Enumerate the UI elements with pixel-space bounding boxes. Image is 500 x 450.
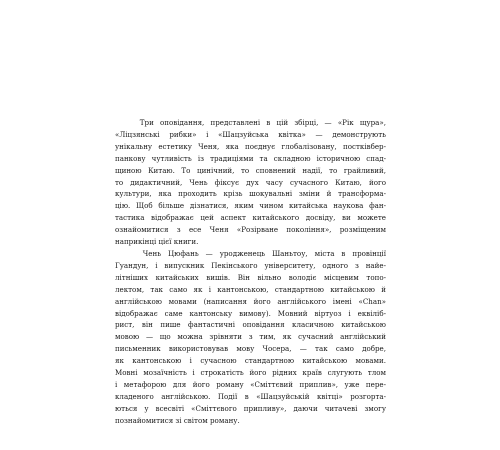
- text-line: познайомитися зі світом роману.: [115, 415, 240, 425]
- text-line: Три оповідання, представлені в цій збірці, — «Рік щура»,: [115, 118, 386, 127]
- text-line: літніших китайських вишів. Він вільно володіє місцевим топо-: [115, 272, 386, 282]
- text-line: культури, яка проходить крізь шокувальні зміни й трансформа-: [115, 189, 386, 199]
- text-line: Чень Цюфань — уродженець Шаньтоу, міста в провінції: [115, 248, 386, 258]
- text-line: ознайомитися з есе Ченя «Розірване покоління», розміщеним: [115, 225, 386, 235]
- text-line: щиною Китаю. То цинічний, то сповнений надії, то грайливий,: [115, 165, 386, 175]
- text-line: тастика відображає цей аспект китайського досвіду, ви можете: [115, 213, 386, 223]
- text-line: «Ліцзянські рибки» і «Шацзуйська квітка» — демонструють: [115, 129, 386, 139]
- text-line: цію. Щоб більше дізнатися, яким чином китайська наукова фан-: [115, 201, 386, 211]
- text-line: Мовні мозаїчність і строкатість його рідних країв слугують тлом: [115, 368, 386, 378]
- text-line: Гуандун, і випускник Пекінського університету, одного з найе-: [115, 260, 386, 270]
- text-line: рист, він пише фантастичні оповідання класичною китайською: [115, 320, 386, 330]
- text-line: панкову чутливість із традиціями та складною історичною спад-: [115, 153, 386, 163]
- text-line: ються у всесвіті «Сміттєвого припливу», даючи читачеві змогу: [115, 403, 386, 413]
- text-line: мовою — що можна зрівняти з тим, як сучасний англійський: [115, 332, 386, 342]
- paragraph-2: [115, 248, 386, 427]
- text-line: відображає саме кантонську вимову). Мовний віртуоз і еквіліб-: [115, 308, 386, 318]
- text-line: то дидактичний, Чень фіксує дух часу сучасного Китаю, його: [115, 177, 386, 187]
- text-line: унікальну естетику Ченя, яка поєднує глобалізовану, постківбер-: [115, 141, 386, 151]
- text-line: кладеного англійською. Події в «Шацзуйській квітці» розгорта-: [115, 391, 386, 401]
- body-text: [115, 117, 386, 427]
- paragraph-1: [115, 117, 386, 248]
- text-line: наприкінці цієї книги.: [115, 237, 199, 247]
- text-line: англійською мовами (написання його англійського імені «Chan»: [115, 296, 386, 306]
- text-line: лектом, так само як і кантонською, стандартною китайською й: [115, 284, 386, 294]
- text-line: письменник використовував мову Чосера, — так само добре,: [115, 344, 386, 354]
- text-line: як кантонською і сучасною стандартною китайською мовами.: [115, 356, 386, 366]
- text-line: і метафорою для його роману «Сміттєвий приплив», уже пере-: [115, 379, 386, 389]
